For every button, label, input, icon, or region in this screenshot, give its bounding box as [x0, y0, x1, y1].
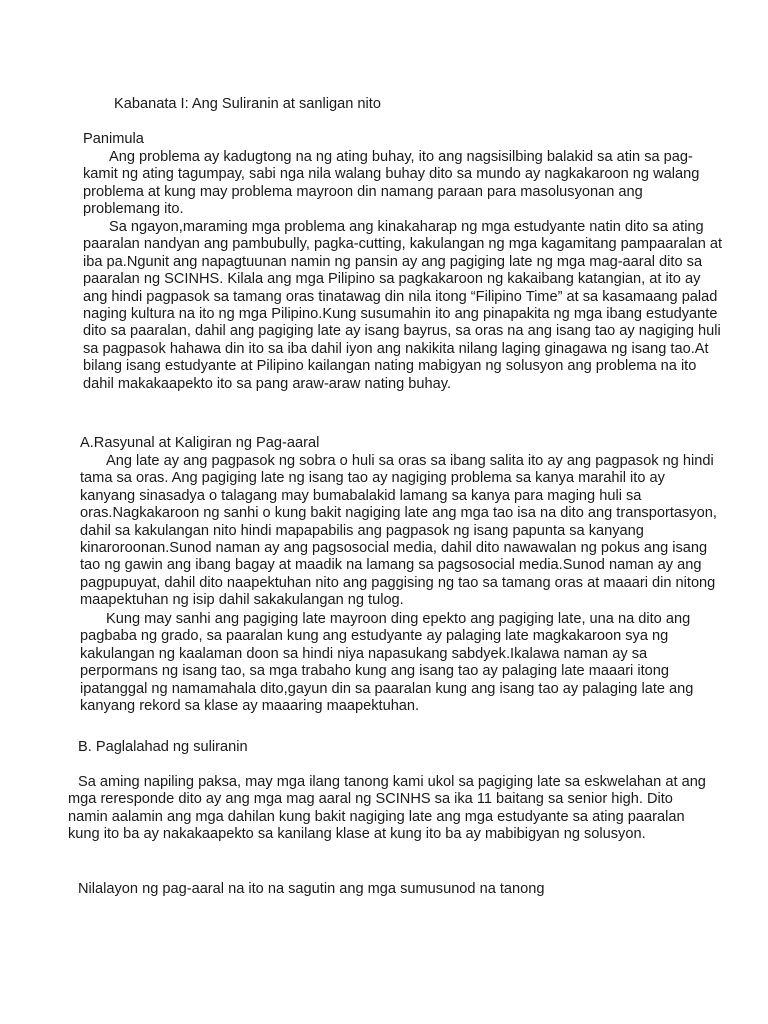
- paragraph: Sa aming napiling paksa, may mga ilang tanong kami ukol sa pagiging late sa eskwelahan at ang mga reresponde dito ay ang mga mag aaral ng SCINHS sa ika 11 baitang sa senior high. Dito namin aalamin ang mga dahilan kung bakit nagiging late ang mga estudyante sa ating paaralan kung ito ba ay nakakaapekto sa kanilang klase at kung ito ba ay mabibigyan ng solusyon.: [68, 774, 706, 843]
- paragraph: Ang problema ay kadugtong na ng ating buhay, ito ang nagsisilbing balakid sa atin sa pag-kamit ng ating tagumpay, sabi nga nila walang buhay dito sa mundo ay nagkakaroon ng walang problema at kung may problema mayroon din namang paraan para masolusyonan ang problemang ito.: [83, 149, 700, 218]
- section-heading-paglalahad: B. Paglalahad ng suliranin: [78, 739, 248, 755]
- paragraph: Kung may sanhi ang pagiging late mayroon ding epekto ang pagiging late, una na dito ang pagbaba ng grado, sa paaralan kung ang estudyante ay palaging late magkakaroon sya ng kakulangan ng kaalaman doon sa hindi niya napasukang sabdyek.Ikalawa naman ay sa perpormans ng isang tao, sa mga trabaho kung ang isang tao ay palaging late maaari itong ipatanggal ng namamahala dito,gayun din sa paaralan kung ang isang tao ay palaging late ang kanyang rekord sa klase ay maaaring maapektuhan.: [80, 611, 694, 715]
- paragraph: Nilalayon ng pag-aaral na ito na sagutin ang mga sumusunod na tanong: [78, 881, 545, 897]
- paragraph: Sa ngayon,maraming mga problema ang kinakaharap ng mga estudyante natin dito sa ating paaralan nandyan ang pambubully, pagka-cutting, kakulangan ng mga kagamitang pampaaralan at iba pa.Ngunit ang napagtuunan namin ng pansin ay ang pagiging late ng mga mag-aaral dito sa paaralan ng SCINHS. Kilala ang mga Pilipino sa pagkakaroon ng kakaibang katangian, at ito ay ang hindi pagpasok sa tamang oras tinatawag din nila itong “Filipino Time” at sa kasamaang palad naging kultura na ito ng mga Pilipino.Kung susumahin ito ang pinapakita ng mga ibang estudyante dito sa paaralan, dahil ang pagiging late ay isang bayrus, sa oras na ang isang tao ay nagiging huli sa pagpasok hahawa din ito sa iba dahil iyon ang nakikita nilang laging ginagawa ng isang tao.At bilang isang estudyante at Pilipino kailangan nating mabigyan ng solusyon ang problema na ito dahil makakaapekto ito sa pang araw-araw nating buhay.: [83, 219, 723, 392]
- chapter-title: Kabanata I: Ang Suliranin at sanligan nito: [114, 96, 381, 112]
- section-heading-panimula: Panimula: [83, 131, 144, 147]
- paragraph: Ang late ay ang pagpasok ng sobra o huli sa oras sa ibang salita ito ay ang pagpasok ng hindi tama sa oras. Ang pagiging late ng isang tao ay nagiging problema sa kanya marahil ito ay kanyang sinasadya o talagang may bumabalakid lamang sa kanya para maging huli sa oras.Nagkakaroon ng sanhi o kung bakit nagiging late ang mga tao isa na dito ang transportasyon, dahil sa kakulangan nito hindi mapapabilis ang pagpasok ng isang papunta sa kanyang kinaroroonan.Sunod naman ay ang pagsosocial media, dahil dito nawawalan ng pokus ang isang tao ng gawin ang ibang bagay at maadik na lamang sa pagsosocial media.Sunod naman ay ang pagpupuyat, dahil dito naapektuhan nito ang paggising ng tao sa tamang oras at maaari din nitong maapektuhan ng isip dahil sakakulangan ng tulog.: [80, 453, 717, 609]
- section-heading-rasyunal: A.Rasyunal at Kaligiran ng Pag-aaral: [80, 435, 320, 451]
